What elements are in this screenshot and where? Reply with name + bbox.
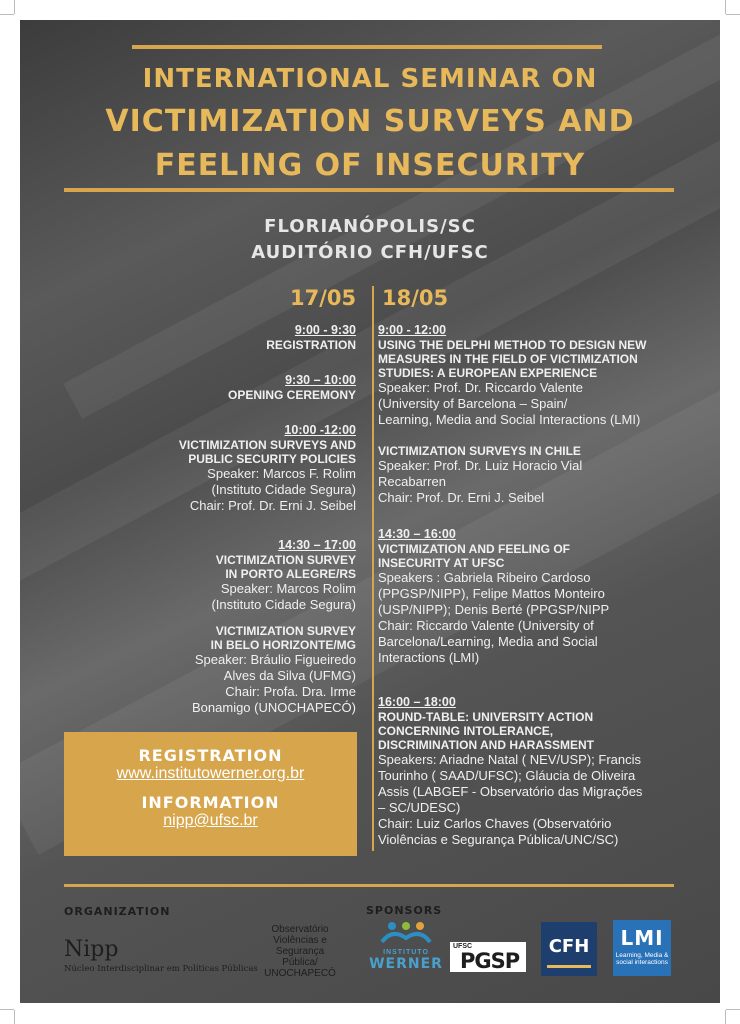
session-affiliation: (University of Barcelona – Spain/	[378, 396, 568, 411]
session-title: VICTIMIZATION SURVEYS IN CHILE	[378, 444, 581, 458]
day1-session-belo-horizonte	[56, 624, 356, 716]
information-label: INFORMATION	[141, 793, 280, 812]
session-speakers: (USP/NIPP); Denis Berté (PPGSP/NIPP	[378, 602, 610, 617]
organization-label: ORGANIZATION	[64, 905, 171, 918]
cfh-logo	[541, 922, 597, 976]
day1-session-opening	[56, 372, 356, 402]
ppgsp-logo	[450, 942, 526, 972]
session-speaker: Speaker: Prof. Dr. Luiz Horacio Vial	[378, 458, 583, 473]
session-title: VICTIMIZATION SURVEY	[215, 624, 356, 638]
seminar-poster	[20, 20, 720, 1003]
session-chair: Chair: Riccardo Valente (University of	[378, 618, 594, 633]
session-speakers: Tourinho ( SAAD/UFSC); Gláucia de Oliveira	[378, 768, 636, 783]
session-chair: Violências e Segurança Pública/UNC/SC)	[378, 832, 619, 847]
day2-session-round-table	[378, 694, 678, 848]
session-chair: Chair: Prof. Dr. Erni J. Seibel	[378, 490, 545, 505]
lmi-subtitle: Learning, Media & social interactions	[615, 952, 669, 966]
session-time: 9:00 - 9:30	[294, 323, 356, 337]
registration-label: REGISTRATION	[138, 746, 283, 765]
session-chair-affiliation: Bonamigo (UNOCHAPECÓ)	[192, 700, 356, 715]
nipp-logo	[64, 937, 258, 974]
title-top-rule	[132, 45, 602, 49]
session-title: PUBLIC SECURITY POLICIES	[188, 452, 356, 466]
observatorio-logo	[260, 924, 340, 979]
session-chair: Interactions (LMI)	[378, 650, 480, 665]
footer-rule	[64, 884, 674, 887]
werner-text: WERNER	[369, 956, 443, 972]
session-speakers: – SC/UDESC)	[378, 800, 461, 815]
day1-session-porto-alegre	[56, 537, 356, 613]
session-title: INSECURITY AT UFSC	[378, 556, 505, 570]
session-title: ROUND-TABLE: UNIVERSITY ACTION	[378, 710, 594, 724]
title-line-1: INTERNATIONAL SEMINAR ON	[142, 64, 598, 94]
lmi-text: LMI	[620, 926, 664, 950]
cfh-text: CFH	[548, 936, 590, 957]
session-affiliation: (Instituto Cidade Segura)	[211, 597, 356, 612]
session-speaker: Recabarren	[378, 474, 446, 489]
session-speakers: (PPGSP/NIPP), Felipe Mattos Monteiro	[378, 586, 605, 601]
observatorio-line: Observatório	[271, 924, 329, 935]
lmi-logo	[613, 920, 671, 976]
session-title: VICTIMIZATION SURVEY	[215, 553, 356, 567]
observatorio-line: Segurança	[275, 946, 325, 957]
day2-date: 18/05	[382, 286, 449, 310]
session-title: IN PORTO ALEGRE/RS	[225, 567, 356, 581]
session-title: REGISTRATION	[266, 338, 356, 352]
day1-session-registration	[56, 322, 356, 352]
session-chair: Chair: Profa. Dra. Irme	[225, 684, 356, 699]
session-affiliation: Alves da Silva (UFMG)	[223, 668, 356, 683]
session-title: IN BELO HORIZONTE/MG	[210, 638, 356, 652]
session-time: 9:30 – 10:00	[285, 373, 356, 387]
werner-top-text: INSTITUTO	[383, 949, 429, 956]
session-speakers: Speakers : Gabriela Ribeiro Cardoso	[378, 570, 591, 585]
title-bottom-rule	[64, 188, 674, 192]
nipp-name: Nipp	[64, 937, 119, 962]
session-affiliation: Learning, Media and Social Interactions (LMI)	[378, 412, 641, 427]
session-time: 16:00 – 18:00	[378, 695, 456, 709]
session-speaker: Speaker: Marcos F. Rolim	[207, 466, 356, 481]
session-speakers: Assis (LABGEF - Observatório das Migrações	[378, 784, 643, 799]
session-time: 14:30 – 17:00	[278, 538, 356, 552]
registration-box	[64, 732, 357, 856]
day2-session-chile	[378, 444, 678, 506]
session-chair: Chair: Prof. Dr. Erni J. Seibel	[189, 498, 356, 513]
venue-place: AUDITÓRIO CFH/UFSC	[251, 242, 489, 263]
title-line-3: FEELING OF INSECURITY	[154, 148, 586, 183]
cfh-stripe	[547, 965, 591, 968]
observatorio-line: UNOCHAPECÓ	[264, 968, 336, 979]
ppgsp-prefix: UFSC	[453, 943, 473, 950]
day2-session-ufsc	[378, 526, 678, 666]
werner-logo	[366, 920, 446, 972]
session-speaker: Speaker: Bráulio Figueiredo	[194, 652, 356, 667]
day1-date: 17/05	[290, 286, 357, 310]
sponsors-label: SPONSORS	[366, 904, 443, 917]
session-chair: Chair: Luiz Carlos Chaves (Observatório	[378, 816, 612, 831]
session-chair: Barcelona/Learning, Media and Social	[378, 634, 598, 649]
session-title: DISCRIMINATION AND HARASSMENT	[378, 738, 594, 752]
session-time: 9:00 - 12:00	[378, 323, 447, 337]
session-title: USING THE DELPHI METHOD TO DESIGN NEW	[378, 338, 647, 352]
registration-link[interactable]: www.institutowerner.org.br	[116, 765, 305, 782]
session-title: VICTIMIZATION SURVEYS AND	[178, 438, 356, 452]
day1-session-policies	[56, 422, 356, 514]
session-title: OPENING CEREMONY	[227, 388, 356, 402]
ppgsp-text: PGSP	[460, 949, 520, 973]
session-title: MEASURES IN THE FIELD OF VICTIMIZATION	[378, 352, 638, 366]
session-speaker: Speaker: Prof. Dr. Riccardo Valente	[378, 380, 583, 395]
venue-city: FLORIANÓPOLIS/SC	[264, 216, 476, 237]
session-title: CONCERNING INTOLERANCE,	[378, 724, 554, 738]
session-time: 14:30 – 16:00	[378, 527, 456, 541]
day-divider	[372, 286, 374, 851]
werner-people-icon	[376, 920, 436, 944]
session-title: VICTIMIZATION AND FEELING OF	[378, 542, 570, 556]
information-email-link[interactable]: nipp@ufsc.br	[163, 812, 258, 829]
title-line-2: VICTIMIZATION SURVEYS AND	[105, 104, 635, 139]
nipp-full-name: Núcleo Interdisciplinar em Políticas Públicas	[64, 964, 258, 974]
session-speaker: Speaker: Marcos Rolim	[220, 581, 356, 596]
session-affiliation: (Instituto Cidade Segura)	[211, 482, 356, 497]
session-title: STUDIES: A EUROPEAN EXPERIENCE	[378, 366, 598, 380]
observatorio-line: Violências e	[273, 935, 327, 946]
session-time: 10:00 -12:00	[284, 423, 356, 437]
session-speakers: Speakers: Ariadne Natal ( NEV/USP); Francis	[378, 752, 641, 767]
observatorio-line: Pública/	[282, 957, 318, 968]
day2-session-delphi	[378, 322, 678, 428]
